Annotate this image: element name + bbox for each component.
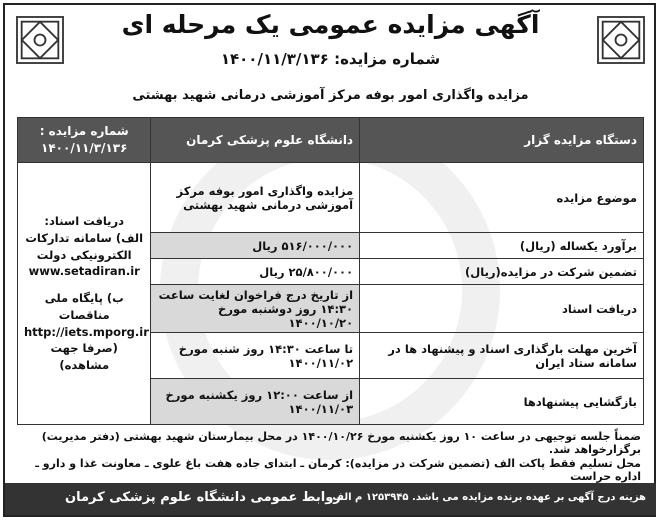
auction-table bbox=[17, 117, 644, 425]
page-subtitle: مزایده واگذاری امور بوفه مرکز آموزشی درمانی شهید بهشتی bbox=[132, 88, 529, 103]
row-label: آخرین مهلت بارگذاری اسناد و پیشنهاد ها در سامانه ستاد ایران bbox=[360, 333, 644, 379]
header-number-value: ۱۴۰۰/۱۱/۳/۱۳۶ bbox=[41, 141, 128, 155]
header-university: دانشگاه علوم پزشکی کرمان bbox=[151, 118, 360, 163]
row-value: از تاریخ درج فراخوان لغایت ساعت ۱۴:۳۰ روز دوشنبه مورخ ۱۴۰۰/۱۰/۲۰ bbox=[151, 285, 360, 333]
row-label: موضوع مزایده bbox=[360, 163, 644, 233]
public-relations: روابط عمومی دانشگاه علوم پزشکی کرمان bbox=[65, 490, 341, 505]
table-header-row bbox=[18, 118, 644, 163]
row-value: ۲۵/۸۰۰/۰۰۰ ریال bbox=[151, 259, 360, 285]
header-auction-number bbox=[18, 118, 151, 163]
side-a-site: www.setadiran.ir bbox=[28, 264, 140, 279]
header-organizer: دستگاه مزایده گزار bbox=[360, 118, 644, 163]
row-value: مزایده واگذاری امور بوفه مرکز آموزشی درمانی شهید بهشتی bbox=[151, 163, 360, 233]
auction-number: شماره مزایده: ۱۴۰۰/۱۱/۳/۱۳۶ bbox=[220, 50, 441, 68]
documents-side-cell bbox=[18, 163, 151, 425]
row-label: تضمین شرکت در مزایده(ریال) bbox=[360, 259, 644, 285]
footer-bar bbox=[5, 483, 656, 515]
side-b-label: ب) پایگاه ملی مناقصات bbox=[44, 291, 124, 322]
row-value: ۵۱۶/۰۰۰/۰۰۰ ریال bbox=[151, 233, 360, 259]
row-label: دریافت اسناد bbox=[360, 285, 644, 333]
briefing-note: ضمناً جلسه توجیهی در ساعت ۱۰ روز یکشنبه مورخ ۱۴۰۰/۱۰/۲۶ در محل بیمارستان شهید بهشتی (دفتر مدیریت) برگزارخواهد شد. bbox=[41, 430, 641, 456]
table-row bbox=[18, 163, 644, 233]
fee-note: هزینه درج آگهی بر عهده برنده مزایده می باشد. ۱۲۵۳۹۴۵ م الف bbox=[332, 492, 646, 503]
header-number-label: شماره مزایده : bbox=[39, 123, 129, 138]
side-heading: دریافت اسناد: bbox=[44, 214, 125, 229]
delivery-note: محل تسلیم فقط پاکت الف (تضمین شرکت در مزایده): کرمان ـ ابتدای جاده هفت باغ علوی ـ معاونت غذا و دارو ـ اداره حراست bbox=[35, 457, 641, 483]
side-b-note: (صرفا جهت مشاهده) bbox=[50, 341, 118, 372]
page-title: آگهی مزایده عمومی یک مرحله ای bbox=[121, 10, 540, 39]
row-value: تا ساعت ۱۴:۳۰ روز شنبه مورخ ۱۴۰۰/۱۱/۰۲ bbox=[151, 333, 360, 379]
row-value: از ساعت ۱۲:۰۰ روز یکشنبه مورخ ۱۴۰۰/۱۱/۰۳ bbox=[151, 379, 360, 425]
side-a-label: الف) سامانه تدارکات الکترونیکی دولت bbox=[25, 231, 144, 262]
side-b-site: http://iets.mporg.ir bbox=[24, 324, 149, 339]
row-label: برآورد یکساله (ریال) bbox=[360, 233, 644, 259]
row-label: بازگشایی پیشنهادها bbox=[360, 379, 644, 425]
